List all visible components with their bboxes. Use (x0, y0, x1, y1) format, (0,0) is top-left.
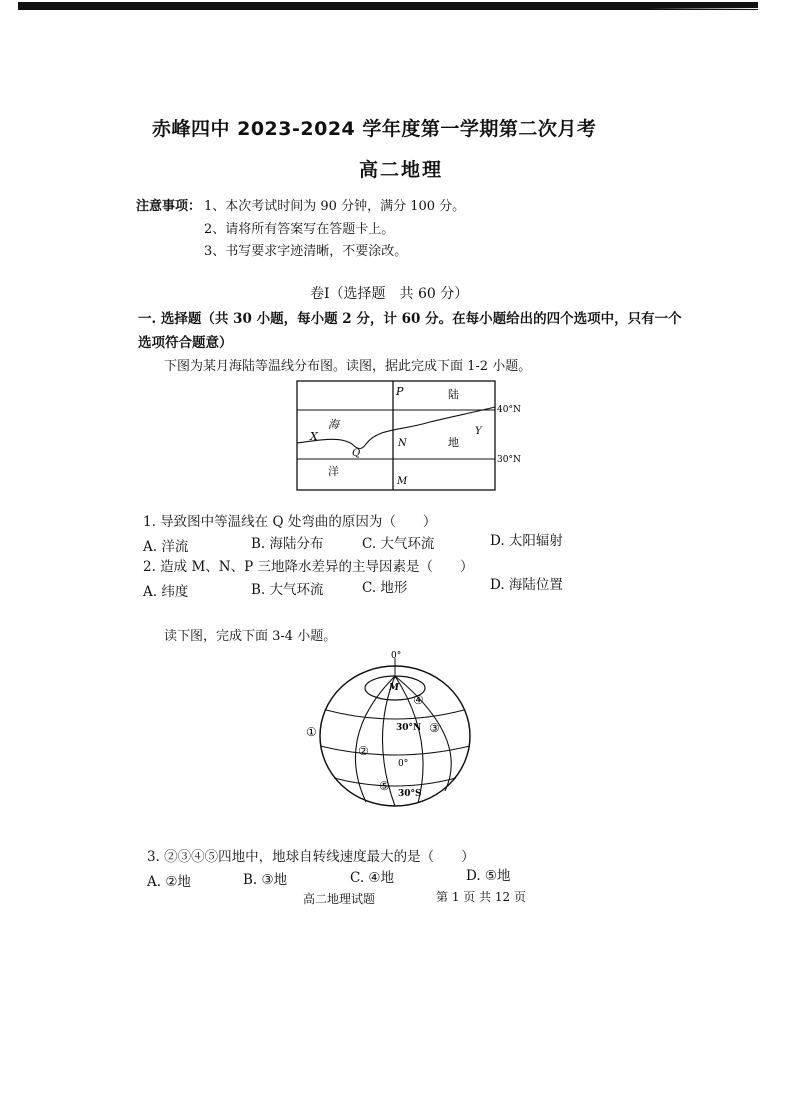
label-point-1: ① (306, 725, 317, 739)
label-pole-m: M (389, 683, 399, 693)
label-sea: 海 (328, 418, 339, 431)
label-lat-30s: 30°S (398, 789, 422, 799)
label-top-0: 0° (391, 651, 402, 661)
label-lat-30n: 30°N (497, 455, 521, 465)
question-2-option-a: A. 纬度 (143, 584, 189, 600)
question-3-option-a: A. ②地 (147, 874, 191, 890)
isotherm-map (290, 376, 530, 494)
label-n: N (398, 438, 407, 449)
exam-subject: 高二地理 (359, 159, 444, 181)
intro-q3-4: 读下图，完成下面 3-4 小题。 (164, 629, 337, 644)
question-1-option-c: C. 大气环流 (362, 536, 435, 552)
question-2-stem: 2. 造成 M、N、P 三地降水差异的主导因素是（ ） (143, 559, 474, 575)
question-2-option-d: D. 海陆位置 (490, 577, 563, 593)
label-ocean: 洋 (328, 465, 339, 478)
label-m: M (397, 476, 408, 487)
note-item-3: 3、书写要求字迹清晰，不要涂改。 (204, 244, 408, 259)
latitude-30n (326, 710, 464, 719)
isotherm-line (297, 407, 495, 449)
note-item-2: 2、请将所有答案写在答题卡上。 (204, 222, 395, 237)
label-land-1: 陆 (448, 388, 459, 401)
question-1-option-d: D. 太阳辐射 (490, 533, 563, 549)
label-point-4: ④ (413, 693, 424, 707)
label-point-5: ⑤ (379, 779, 390, 793)
question-1-stem: 1. 导致图中等温线在 Q 处弯曲的原因为（ ） (143, 514, 437, 530)
footer-subject: 高二地理试题 (303, 892, 376, 906)
label-point-2: ② (358, 744, 369, 758)
question-3-option-c: C. ④地 (350, 870, 395, 886)
exam-title: 赤峰四中 2023-2024 学年度第一学期第二次月考 (152, 118, 597, 140)
part-instructions-line2: 选项符合题意） (138, 335, 233, 351)
label-y: Y (475, 426, 482, 437)
label-lat-40n: 40°N (497, 405, 521, 415)
latitude-30s (334, 778, 456, 786)
question-3-option-b: B. ③地 (243, 872, 288, 888)
intro-q1-2: 下图为某月海陆等温线分布图。读图，据此完成下面 1-2 小题。 (164, 359, 532, 374)
note-item-1: 1、本次考试时间为 90 分钟，满分 100 分。 (204, 199, 466, 214)
label-x: X (310, 430, 318, 443)
label-q: Q (352, 448, 361, 459)
question-1-option-a: A. 洋流 (143, 539, 189, 555)
label-lat-30n: 30°N (396, 723, 422, 733)
footer-page-number: 第 1 页 共 12 页 (436, 890, 526, 904)
label-p: P (396, 385, 404, 398)
part-instructions-line1: 一. 选择题（共 30 小题，每小题 2 分，计 60 分。在每小题给出的四个选项中，只有一个 (138, 311, 682, 327)
globe-diagram (300, 648, 480, 810)
notes-label: 注意事项： (136, 199, 202, 214)
label-land-2: 地 (448, 436, 459, 449)
question-2-option-c: C. 地形 (362, 580, 408, 596)
section-heading: 卷Ⅰ（选择题 共 60 分） (310, 286, 469, 302)
label-point-3: ③ (429, 721, 440, 735)
scan-top-bar (18, 0, 758, 10)
question-3-stem: 3. ②③④⑤四地中，地球自转线速度最大的是（ ） (147, 849, 475, 865)
label-equator-0: 0° (398, 759, 409, 769)
question-2-option-b: B. 大气环流 (251, 582, 324, 598)
question-1-option-b: B. 海陆分布 (251, 536, 324, 552)
question-3-option-d: D. ⑤地 (466, 868, 511, 884)
equator (320, 746, 470, 755)
